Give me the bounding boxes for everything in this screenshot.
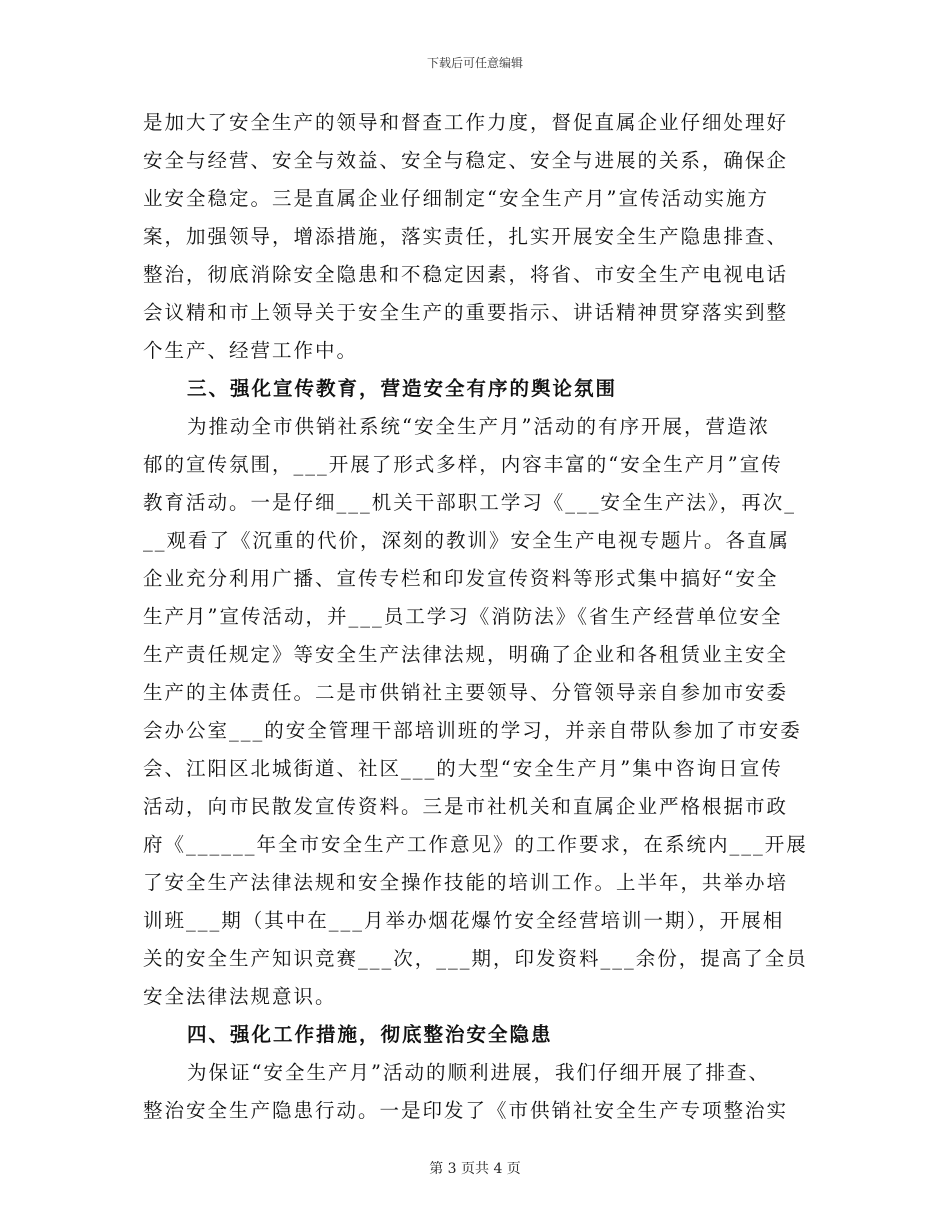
paragraph-line: 会、江阳区北城街道、社区___的大型“安全生产月”集中咨询日宣传: [143, 757, 783, 780]
paragraph-line: 企业充分利用广播、宣传专栏和印发宣传资料等形式集中搞好“安全: [143, 567, 779, 590]
section-heading: 三、强化宣传教育，营造安全有序的舆论氛围: [187, 377, 618, 400]
paragraph-line: 案，加强领导，增添措施，落实责任，扎实开展安全生产隐患排查、: [143, 225, 789, 248]
page-header: 下载后可任意编辑: [426, 56, 523, 70]
section-heading: 四、强化工作措施，彻底整治安全隐患: [187, 1023, 553, 1046]
paragraph-line: 训班___期（其中在___月举办烟花爆竹安全经营培训一期），开展相: [143, 909, 785, 932]
paragraph-line: 府《______年全市安全生产工作意见》的工作要求，在系统内___开展: [143, 833, 808, 856]
paragraph-line: 生产月”宣传活动，并___员工学习《消防法》《省生产经营单位安全: [143, 605, 783, 628]
paragraph-line: 为保证“安全生产月”活动的顺利进展，我们仔细开展了排查、: [187, 1061, 770, 1084]
paragraph-line: 生产的主体责任。二是市供销社主要领导、分管领导亲自参加市安委: [143, 681, 789, 704]
paragraph-line: 关的安全生产知识竞赛___次，___期，印发资料___余份，提高了全员: [143, 947, 808, 970]
paragraph-line: 安全与经营、安全与效益、安全与稳定、安全与进展的关系，确保企: [143, 149, 789, 172]
page-footer: 第 3 页共 4 页: [429, 1161, 521, 1177]
paragraph-line: 整治安全生产隐患行动。一是印发了《市供销社安全生产专项整治实: [143, 1099, 789, 1122]
paragraph-line: 业安全稳定。三是直属企业仔细制定“安全生产月”宣传活动实施方: [143, 187, 769, 210]
paragraph-line: 了安全生产法律法规和安全操作技能的培训工作。上半年，共举办培: [143, 871, 789, 894]
paragraph-line: 郁的宣传氛围，___开展了形式多样，内容丰富的“安全生产月”宣传: [143, 453, 783, 476]
paragraph-line: __观看了《沉重的代价，深刻的教训》安全生产电视专题片。各直属: [143, 529, 791, 552]
paragraph-line: 生产责任规定》等安全生产法律法规，明确了企业和各租赁业主安全: [143, 643, 789, 666]
paragraph-line: 会议精和市上领导关于安全生产的重要指示、讲话精神贯穿落实到整: [143, 301, 789, 324]
paragraph-line: 教育活动。一是仔细___机关干部职工学习《___安全生产法》，再次_: [143, 491, 797, 514]
paragraph-line: 整治，彻底消除安全隐患和不稳定因素，将省、市安全生产电视电话: [143, 263, 789, 286]
paragraph-line: 是加大了安全生产的领导和督查工作力度，督促直属企业仔细处理好: [143, 111, 789, 134]
document-body: [143, 104, 807, 1130]
paragraph-line: 个生产、经营工作中。: [143, 339, 359, 362]
paragraph-line: 活动，向市民散发宣传资料。三是市社机关和直属企业严格根据市政: [143, 795, 789, 818]
paragraph-line: 安全法律法规意识。: [143, 985, 337, 1008]
paragraph-line: 为推动全市供销社系统“安全生产月”活动的有序开展，营造浓: [187, 415, 770, 438]
paragraph-line: 会办公室___的安全管理干部培训班的学习，并亲自带队参加了市安委: [143, 719, 802, 742]
